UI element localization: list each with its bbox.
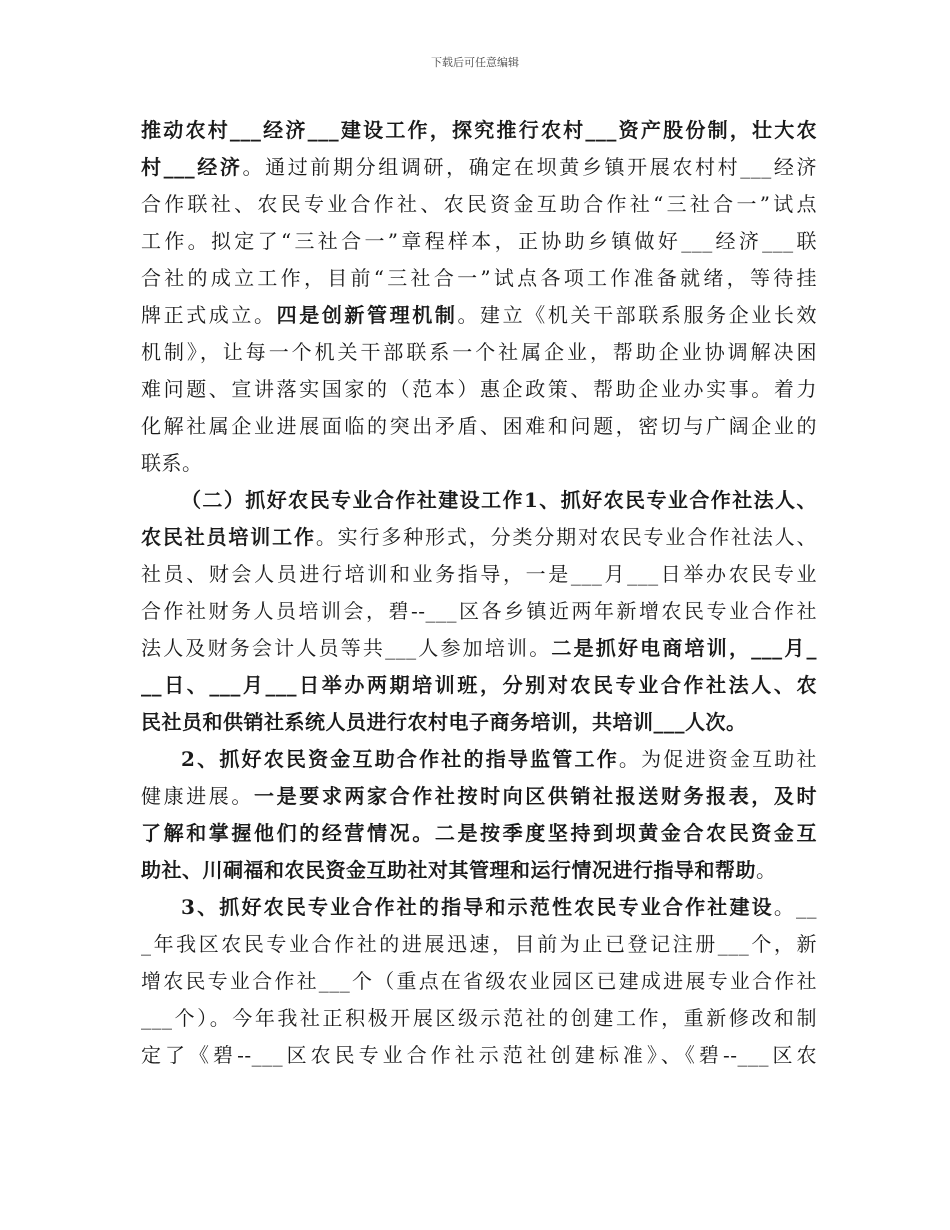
text-line bbox=[141, 1000, 817, 1037]
bold-text-segment: 推动农村___经济___建设工作，探究推行农村___资产股份制，壮大农 bbox=[141, 118, 817, 142]
text-line bbox=[141, 1037, 817, 1074]
text-segment: 。通过前期分组调研，确定在坝黄乡镇开展农村村___经济 bbox=[242, 155, 817, 179]
text-segment: 。 bbox=[756, 858, 777, 882]
text-line bbox=[141, 630, 817, 667]
text-segment: 机制》，让每一个机关干部联系一个社属企业，帮助企业协调解决困 bbox=[141, 340, 817, 364]
text-line bbox=[141, 334, 817, 371]
text-line bbox=[141, 371, 817, 408]
text-segment: 。__ bbox=[773, 895, 817, 919]
text-segment: 社员、财会人员进行培训和业务指导，一是___月___日举办农民专业 bbox=[141, 562, 817, 586]
bold-text-segment: 农民社员培训工作 bbox=[141, 525, 316, 549]
text-line bbox=[141, 408, 817, 445]
text-segment: ___个）。今年我社正积极开展区级示范社的创建工作，重新修改和制 bbox=[141, 1006, 817, 1030]
bold-text-segment: 四是创新管理机制 bbox=[276, 303, 458, 327]
text-segment: 。为促进资金互助社 bbox=[618, 747, 817, 771]
text-line bbox=[141, 593, 817, 630]
bold-text-segment: 一是要求两家合作社按时向区供销社报送财务报表，及时 bbox=[254, 784, 818, 808]
text-line bbox=[141, 963, 817, 1000]
text-line bbox=[141, 260, 817, 297]
text-line bbox=[141, 667, 817, 704]
bold-text-segment: 二是抓好电商培训，___月_ bbox=[551, 636, 818, 660]
bold-text-segment: 民社员和供销社系统人员进行农村电子商务培训，共培训___人次。 bbox=[141, 710, 747, 734]
text-segment: 合作社财务人员培训会，碧--___区各乡镇近两年新增农民专业合作社 bbox=[141, 599, 817, 623]
bold-text-segment: 了解和掌握他们的经营情况。二是按季度坚持到坝黄金合农民资金互 bbox=[141, 821, 817, 845]
text-segment: 化解社属企业进展面临的突出矛盾、困难和问题，密切与广阔企业的 bbox=[141, 414, 817, 438]
bold-text-segment: （二）抓好农民专业合作社建设工作1、抓好农民专业合作社法人、 bbox=[181, 488, 817, 512]
text-segment: 。实行多种形式，分类分期对农民专业合作社法人、 bbox=[315, 525, 818, 549]
text-line bbox=[141, 445, 817, 482]
text-line bbox=[141, 889, 817, 926]
text-line bbox=[141, 741, 817, 778]
bold-text-segment: 助社、川硐福和农民资金互助社对其管理和运行情况进行指导和帮助 bbox=[141, 858, 756, 882]
text-segment: 工作。拟定了“三社合一”章程样本，正协助乡镇做好___经济___联 bbox=[141, 229, 817, 253]
bold-text-segment: 3、抓好农民专业合作社的指导和示范性农民专业合作社建设 bbox=[181, 895, 774, 919]
text-segment: 健康进展。 bbox=[141, 784, 255, 808]
text-line bbox=[141, 704, 817, 741]
header-note: 下载后可任意编辑 bbox=[431, 56, 519, 69]
text-line bbox=[141, 186, 817, 223]
text-segment: 合作联社、农民专业合作社、农民资金互助合作社“三社合一”试点 bbox=[141, 192, 817, 216]
text-segment: 难问题、宣讲落实国家的（范本）惠企政策、帮助企业办实事。着力 bbox=[141, 377, 817, 401]
text-segment: 法人及财务会计人员等共___人参加培训。 bbox=[141, 636, 552, 660]
text-line bbox=[141, 815, 817, 852]
text-line bbox=[141, 112, 817, 149]
text-line bbox=[141, 519, 817, 556]
text-segment: 合社的成立工作，目前“三社合一”试点各项工作准备就绪，等待挂 bbox=[141, 266, 817, 290]
text-segment: 定了《碧--___区农民专业合作社示范社创建标准》、《碧--___区农 bbox=[141, 1043, 817, 1067]
text-segment: 增农民专业合作社___个（重点在省级农业园区已建成进展专业合作社 bbox=[141, 969, 817, 993]
bold-text-segment: __日、___月___日举办两期培训班，分别对农民专业合作社法人、农 bbox=[141, 673, 817, 697]
text-line bbox=[141, 223, 817, 260]
text-line bbox=[141, 778, 817, 815]
text-line bbox=[141, 852, 817, 889]
text-segment: _年我区农民专业合作社的进展迅速，目前为止已登记注册___个，新 bbox=[141, 932, 817, 956]
text-line bbox=[141, 482, 817, 519]
text-line bbox=[141, 297, 817, 334]
text-segment: 。建立《机关干部联系服务企业长效 bbox=[457, 303, 818, 327]
text-line bbox=[141, 556, 817, 593]
text-line bbox=[141, 149, 817, 186]
bold-text-segment: 2、抓好农民资金互助合作社的指导监管工作 bbox=[181, 747, 619, 771]
text-segment: 牌正式成立。 bbox=[141, 303, 277, 327]
bold-text-segment: 村___经济 bbox=[141, 155, 243, 179]
text-segment: 联系。 bbox=[141, 451, 203, 475]
document-body bbox=[141, 112, 817, 1074]
text-line bbox=[141, 926, 817, 963]
